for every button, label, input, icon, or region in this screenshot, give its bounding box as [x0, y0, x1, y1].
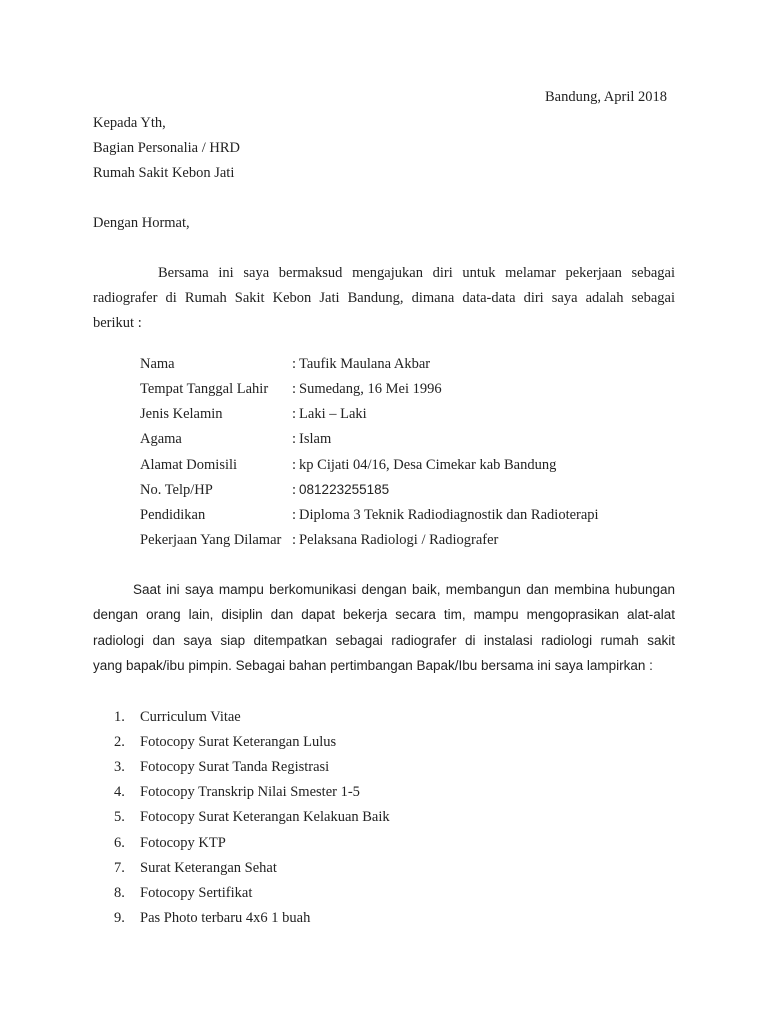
identity-value-wrap	[292, 430, 331, 448]
recipient-institution: Rumah Sakit Kebon Jati	[93, 165, 235, 181]
identity-colon: :	[292, 381, 297, 397]
identity-row-name	[140, 355, 700, 373]
list-text: Curriculum Vitae	[140, 709, 241, 725]
identity-value: Taufik Maulana Akbar	[299, 356, 431, 372]
identity-row-position	[140, 531, 700, 549]
recipient-department: Bagian Personalia / HRD	[93, 140, 240, 156]
identity-value-wrap	[292, 355, 430, 373]
list-number: 3.	[114, 759, 125, 775]
list-number: 1.	[114, 709, 125, 725]
identity-value: 081223255185	[299, 482, 390, 497]
identity-value-wrap	[292, 481, 389, 499]
intro-paragraph-line-3: berikut :	[93, 315, 142, 331]
list-number: 7.	[114, 860, 125, 876]
body-paragraph-line-2: dengan orang lain, disiplin dan dapat bekerja secara tim, mampu mengoprasikan alat-alat	[93, 607, 675, 622]
identity-value: Diploma 3 Teknik Radiodiagnostik dan Radioterapi	[299, 507, 599, 523]
intro-paragraph-line-1: Bersama ini saya bermaksud mengajukan diri untuk melamar pekerjaan sebagai	[158, 265, 675, 281]
identity-value-wrap	[292, 531, 498, 549]
identity-value: Pelaksana Radiologi / Radiografer	[299, 532, 499, 548]
identity-label: Pendidikan	[140, 507, 206, 523]
list-text: Fotocopy Surat Keterangan Lulus	[140, 734, 337, 750]
identity-label: Alamat Domisili	[140, 457, 238, 473]
identity-value: Islam	[299, 431, 332, 447]
list-number: 6.	[114, 835, 125, 851]
list-text: Fotocopy Sertifikat	[140, 885, 253, 901]
identity-row-religion	[140, 430, 700, 448]
list-number: 8.	[114, 885, 125, 901]
body-paragraph-line-4: yang bapak/ibu pimpin. Sebagai bahan pertimbangan Bapak/Ibu bersama ini saya lampirkan :	[93, 658, 653, 673]
identity-colon: :	[292, 406, 297, 422]
identity-label: Pekerjaan Yang Dilamar	[140, 532, 282, 548]
identity-row-birth	[140, 380, 700, 398]
list-text: Fotocopy Surat Tanda Registrasi	[140, 759, 330, 775]
body-paragraph-line-3: radiologi dan saya siap ditempatkan sebagai radiografer di instalasi radiologi rumah sakit	[93, 633, 675, 648]
identity-colon: :	[292, 482, 297, 498]
identity-value: kp Cijati 04/16, Desa Cimekar kab Bandung	[299, 457, 557, 473]
identity-label: No. Telp/HP	[140, 482, 213, 498]
intro-paragraph-line-2: radiografer di Rumah Sakit Kebon Jati Bandung, dimana data-data diri saya adalah sebagai	[93, 290, 675, 306]
identity-colon: :	[292, 507, 297, 523]
identity-label: Agama	[140, 431, 182, 447]
salutation: Dengan Hormat,	[93, 215, 190, 231]
identity-colon: :	[292, 532, 297, 548]
list-number: 2.	[114, 734, 125, 750]
list-text: Fotocopy Surat Keterangan Kelakuan Baik	[140, 809, 390, 825]
identity-row-phone	[140, 481, 700, 499]
list-number: 5.	[114, 809, 125, 825]
identity-label: Jenis Kelamin	[140, 406, 223, 422]
list-number: 4.	[114, 784, 125, 800]
identity-row-address	[140, 456, 700, 474]
identity-value-wrap	[292, 456, 556, 474]
identity-value: Sumedang, 16 Mei 1996	[299, 381, 442, 397]
body-paragraph-line-1: Saat ini saya mampu berkomunikasi dengan baik, membangun dan membina hubungan	[133, 582, 675, 597]
identity-colon: :	[292, 356, 297, 372]
identity-row-education	[140, 506, 700, 524]
identity-value-wrap	[292, 405, 367, 423]
identity-value-wrap	[292, 380, 442, 398]
list-text: Pas Photo terbaru 4x6 1 buah	[140, 910, 311, 926]
identity-colon: :	[292, 431, 297, 447]
identity-row-gender	[140, 405, 700, 423]
identity-label: Tempat Tanggal Lahir	[140, 381, 269, 397]
list-text: Surat Keterangan Sehat	[140, 860, 277, 876]
list-text: Fotocopy KTP	[140, 835, 226, 851]
identity-label: Nama	[140, 356, 175, 372]
recipient-greeting: Kepada Yth,	[93, 115, 166, 131]
list-number: 9.	[114, 910, 125, 926]
identity-value: Laki – Laki	[299, 406, 367, 422]
list-text: Fotocopy Transkrip Nilai Smester 1-5	[140, 784, 360, 800]
identity-colon: :	[292, 457, 297, 473]
identity-value-wrap	[292, 506, 599, 524]
letter-date: Bandung, April 2018	[545, 89, 668, 105]
